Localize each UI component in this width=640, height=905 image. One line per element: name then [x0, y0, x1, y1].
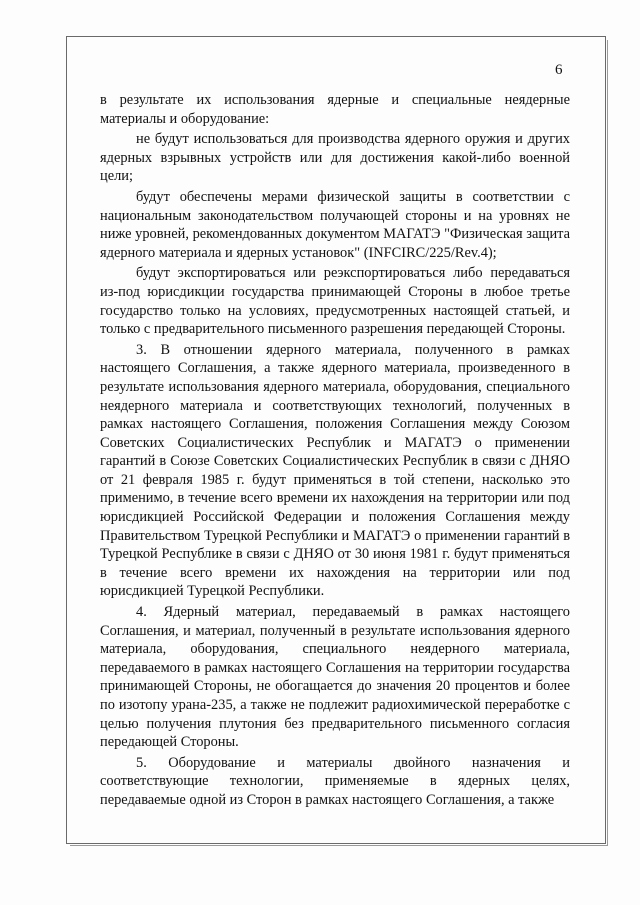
page-number: 6 — [555, 62, 563, 78]
paragraph-export-conditions: будут экспортироваться или реэкспортироваться либо передаваться из-под юрисдикции государства принимающей Стороны в любое третье государство только на условиях, предусмотренных настоящей статьей, и только с предварительного письменного разрешения передающей Стороны. — [100, 265, 570, 338]
paragraph-clause-4: 4. Ядерный материал, передаваемый в рамках настоящего Соглашения, и материал, полученный в результате использования ядерного материала, оборудования, специального неядерного материала, передаваемого в рамках настоящего Соглашения на территории государства принимающей Стороны, не обогащается до значения 20 процентов и более по изотопу урана-235, а также не подлежит радиохимической переработке с целью получения плутония без предварительного письменного согласия передающей Стороны. — [100, 604, 570, 751]
document-body — [100, 91, 570, 812]
paragraph-clause-5: 5. Оборудование и материалы двойного назначения и соответствующие технологии, применяемые в ядерных целях, передаваемые одной из Сторон в рамках настоящего Соглашения, а также — [100, 754, 570, 808]
paragraph-intro: в результате их использования ядерные и специальные неядерные материалы и оборудование: — [100, 92, 570, 127]
paragraph-not-used-for-weapons: не будут использоваться для производства ядерного оружия и других ядерных взрывных устройств или для достижения какой-либо военной цели; — [100, 131, 570, 185]
paragraph-clause-3: 3. В отношении ядерного материала, полученного в рамках настоящего Соглашения, а также ядерного материала, произведенного в результате использования ядерного материала, оборудования, специального неядерного материала и соответствующих технологий, полученных в рамках настоящего Соглашения, положения Соглашения между Союзом Советских Социалистических Республик и МАГАТЭ о применении гарантий в Союзе Советских Социалистических Республик в связи с ДНЯО от 21 февраля 1985 г. будут применяться в той степени, насколько это применимо, в течение всего времени их нахождения на территории или под юрисдикцией Российской Федерации и положения Соглашения между Правительством Турецкой Республики и МАГАТЭ о применении гарантий в Турецкой Республике в связи с ДНЯО от 30 июня 1981 г. будут применяться в течение всего времени их нахождения на территории или под юрисдикцией Турецкой Республики. — [100, 341, 570, 600]
paragraph-physical-protection: будут обеспечены мерами физической защиты в соответствии с национальным законодательством получающей стороны и на уровнях не ниже уровней, рекомендованных документом МАГАТЭ "Физическая защита ядерного материала и ядерных установок" (INFCIRC/225/Rev.4); — [100, 188, 570, 261]
